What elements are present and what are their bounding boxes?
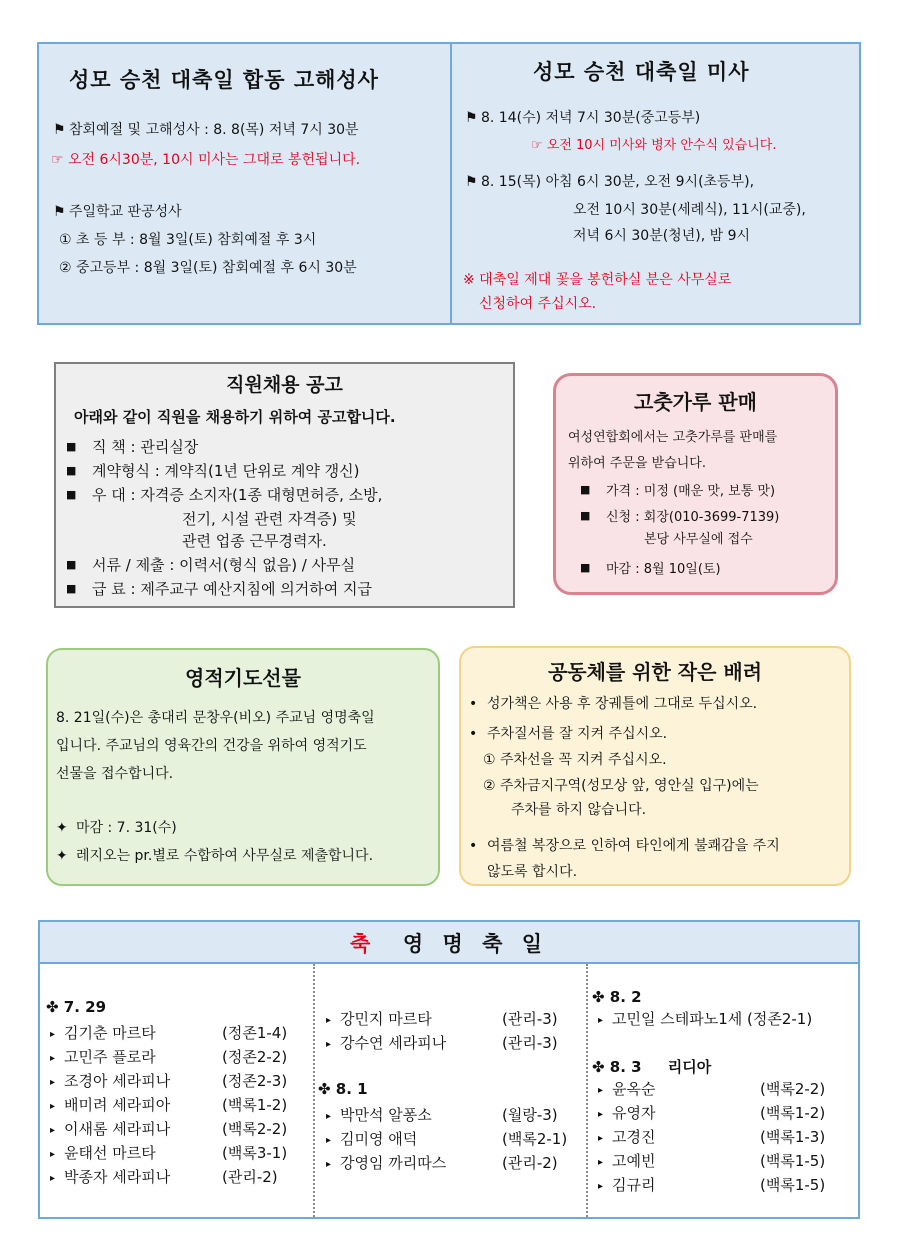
flag-icon: ⚑ — [53, 122, 66, 138]
bullet-icon: ▸ — [598, 1181, 604, 1192]
person-group: (백록1-2) — [760, 1104, 826, 1122]
person-name: 조경아 세라피나 — [64, 1072, 171, 1090]
bullet-icon: ▸ — [598, 1085, 604, 1096]
bullet-icon: ▸ — [326, 1111, 332, 1122]
person-name: 김규리 — [612, 1176, 656, 1194]
prayer-text-2: 입니다. 주교님의 영육간의 건강을 위하여 영적기도 — [56, 738, 367, 754]
prayer-deadline: ✦ 마감 : 7. 31(수) — [56, 820, 177, 836]
bullet-icon: ▸ — [598, 1157, 604, 1168]
community-care-box — [459, 646, 851, 886]
feast-list-item — [326, 1008, 558, 1032]
mass-line-7: 신청하여 주십시오. — [479, 296, 597, 312]
prayer-text-1: 8. 21일(수)은 총대리 문창우(비오) 주교님 영명축일 — [56, 710, 375, 726]
feast-notice-box — [37, 42, 861, 325]
prayer-title: 영적기도선물 — [185, 666, 301, 690]
person-group: (백록2-2) — [222, 1120, 288, 1138]
flag-icon: ⚑ — [53, 204, 66, 220]
person-group: (관리-3) — [502, 1034, 558, 1052]
pepper-deadline: ■ 마감 : 8월 10일(토) — [580, 561, 721, 577]
person-group: (백록1-3) — [760, 1128, 826, 1146]
person-name: 윤태선 마르타 — [64, 1144, 156, 1162]
recruit-item: ■ 직 책 : 관리실장 — [66, 438, 199, 456]
care-line-5: 주차를 하지 않습니다. — [511, 802, 647, 818]
person-name: 고경진 — [612, 1128, 656, 1146]
confession-line-1: ⚑ 참회예절 및 고해성사 : 8. 8(목) 저녁 7시 30분 — [53, 122, 359, 138]
person-group: (관리-3) — [502, 1010, 558, 1028]
person-name: 강민지 마르타 — [340, 1010, 432, 1028]
feast-days-box — [38, 920, 860, 1219]
person-group: (정존1-4) — [222, 1024, 288, 1042]
feast-list-item — [50, 1142, 288, 1166]
feast-list-item — [598, 1102, 826, 1126]
bullet-icon: ▸ — [598, 1015, 604, 1026]
person-name: 김미영 애덕 — [340, 1130, 418, 1148]
feast-list-item — [598, 1150, 826, 1174]
recruit-title: 직원채용 공고 — [226, 374, 343, 396]
care-line-3: ① 주차선을 꼭 지켜 주십시오. — [483, 752, 667, 768]
recruit-item: ■ 서류 / 제출 : 이력서(형식 없음) / 사무실 — [66, 556, 356, 574]
recruit-intro: 아래와 같이 직원을 채용하기 위하여 공고합니다. — [74, 408, 396, 426]
recruit-item-cont: 전기, 시설 관련 자격증) 및 — [182, 510, 357, 528]
bullet-icon: ▸ — [50, 1173, 56, 1184]
pepper-intro-2: 위하여 주문을 받습니다. — [568, 456, 706, 471]
bullet-icon: ▸ — [598, 1133, 604, 1144]
person-group: (정존2-3) — [222, 1072, 288, 1090]
person-group: (백록1-5) — [760, 1152, 826, 1170]
date-heading: ✤ 8. 1 — [318, 1080, 368, 1098]
feast-list-item — [598, 1174, 826, 1198]
confession-line-4: ① 초 등 부 : 8월 3일(토) 참회예절 후 3시 — [59, 232, 317, 248]
feast-days-header — [40, 922, 858, 964]
care-line-7: 않도록 합시다. — [487, 864, 578, 880]
feast-list-item — [326, 1128, 568, 1152]
person-group: (백록2-1) — [502, 1130, 568, 1148]
confession-title: 성모 승천 대축일 합동 고해성사 — [69, 68, 379, 92]
column-divider — [450, 44, 452, 323]
star-icon: ✦ — [56, 820, 68, 836]
bullet-icon: ▸ — [326, 1159, 332, 1170]
person-group: (백록2-2) — [760, 1080, 826, 1098]
mass-line-6: ※ 대축일 제대 꽃을 봉헌하실 분은 사무실로 — [463, 272, 732, 288]
feast-list-item — [50, 1166, 278, 1190]
person-name: 이새롬 세라피나 — [64, 1120, 171, 1138]
bullet-icon: ▸ — [326, 1039, 332, 1050]
person-name: 강영임 까리따스 — [340, 1154, 447, 1172]
feast-list-item — [50, 1022, 288, 1046]
person-group: (관리-2) — [222, 1168, 278, 1186]
recruit-box — [54, 362, 515, 608]
feast-list-item — [326, 1104, 558, 1128]
date-heading: ✤ 8. 3 리디아 — [592, 1058, 712, 1076]
flag-icon: ⚑ — [465, 110, 478, 126]
person-group: (백록1-5) — [760, 1176, 826, 1194]
feast-list-item — [50, 1070, 288, 1094]
care-line-4: ② 주차금지구역(성모상 앞, 영안실 입구)에는 — [483, 778, 759, 794]
feast-days-title: 축 영 명 축 일 — [350, 932, 548, 956]
recruit-item: ■ 계약형식 : 계약직(1년 단위로 계약 갱신) — [66, 462, 360, 480]
person-group: (백록3-1) — [222, 1144, 288, 1162]
person-name: 유영자 — [612, 1104, 656, 1122]
person-name: 강수연 세라피나 — [340, 1034, 447, 1052]
care-line-6: • 여름철 복장으로 인하여 타인에게 불쾌감을 주지 — [469, 838, 780, 854]
feast-list-item — [598, 1078, 826, 1102]
mass-line-1: ⚑ 8. 14(수) 저녁 7시 30분(중고등부) — [465, 110, 701, 126]
bullet-icon: ▸ — [50, 1077, 56, 1088]
confession-line-3: ⚑ 주일학교 판공성사 — [53, 204, 182, 220]
bullet-icon: ▸ — [598, 1109, 604, 1120]
mass-line-3: ⚑ 8. 15(목) 아침 6시 30분, 오전 9시(초등부), — [465, 174, 755, 190]
date-heading: ✤ 8. 2 — [592, 988, 642, 1006]
date-heading: ✤ 7. 29 — [46, 998, 107, 1016]
mass-line-4: 오전 10시 30분(세례식), 11시(교중), — [573, 202, 806, 218]
person-name: 윤옥순 — [612, 1080, 656, 1098]
person-name: 고예빈 — [612, 1152, 656, 1170]
mass-line-5: 저녁 6시 30분(청년), 밤 9시 — [573, 228, 750, 244]
bullet-icon: ▸ — [50, 1029, 56, 1040]
care-line-2: • 주차질서를 잘 지켜 주십시오. — [469, 726, 668, 742]
prayer-text-3: 선물을 접수합니다. — [56, 766, 174, 782]
star-icon: ✦ — [56, 848, 68, 864]
care-line-1: • 성가책은 사용 후 장궤틀에 그대로 두십시오. — [469, 696, 758, 712]
pepper-price: ■ 가격 : 미정 (매운 맛, 보통 맛) — [580, 483, 776, 499]
bullet-icon: ▸ — [50, 1101, 56, 1112]
mass-title: 성모 승천 대축일 미사 — [533, 60, 750, 84]
person-name: 김기춘 마르타 — [64, 1024, 156, 1042]
column-divider — [313, 964, 315, 1217]
feast-list-item — [50, 1118, 288, 1142]
prayer-gift-box — [46, 648, 440, 886]
care-title: 공동체를 위한 작은 배려 — [547, 660, 763, 684]
bullet-icon: ▸ — [50, 1053, 56, 1064]
person-group: (관리-2) — [502, 1154, 558, 1172]
prayer-legio-note: ✦ 레지오는 pr.별로 수합하여 사무실로 제출합니다. — [56, 848, 374, 864]
bullet-icon: ▸ — [326, 1015, 332, 1026]
feast-list-item — [50, 1094, 288, 1118]
feast-list-item — [326, 1032, 558, 1056]
person-name: 배미려 세라피아 — [64, 1096, 171, 1114]
feast-list-item — [598, 1008, 812, 1032]
mass-line-2: ☞ 오전 10시 미사와 병자 안수식 있습니다. — [531, 138, 777, 153]
bullet-icon: ▸ — [50, 1149, 56, 1160]
bullet-icon: ▸ — [50, 1125, 56, 1136]
confession-line-2: ☞ 오전 6시30분, 10시 미사는 그대로 봉헌됩니다. — [51, 152, 361, 168]
recruit-item-cont: 관련 업종 근무경력자. — [182, 532, 327, 550]
feast-list-item — [598, 1126, 826, 1150]
bullet-icon: ▸ — [326, 1135, 332, 1146]
pepper-title: 고춧가루 판매 — [634, 390, 757, 414]
flag-icon: ⚑ — [465, 174, 478, 190]
column-divider — [586, 964, 588, 1217]
pepper-intro-1: 여성연합회에서는 고춧가루를 판매를 — [568, 430, 778, 445]
person-group: (월랑-3) — [502, 1106, 558, 1124]
feast-list-item — [326, 1152, 558, 1176]
feast-list-item — [50, 1046, 288, 1070]
recruit-item: ■ 급 료 : 제주교구 예산지침에 의거하여 지급 — [66, 580, 372, 598]
pepper-sale-box — [553, 373, 838, 595]
recruit-item: ■ 우 대 : 자격증 소지자(1종 대형면허증, 소방, — [66, 486, 383, 504]
person-name: 박종자 세라피나 — [64, 1168, 171, 1186]
pepper-apply-2: 본당 사무실에 접수 — [644, 532, 753, 547]
person-name: 박만석 알퐁소 — [340, 1106, 432, 1124]
pepper-apply: ■ 신청 : 회장(010-3699-7139) — [580, 509, 780, 525]
confession-line-5: ② 중고등부 : 8월 3일(토) 참회예절 후 6시 30분 — [59, 260, 357, 276]
person-group: (정존2-2) — [222, 1048, 288, 1066]
person-group: (백록1-2) — [222, 1096, 288, 1114]
person-name: 고민주 플로라 — [64, 1048, 156, 1066]
person-name: 고민일 스테파노1세 (정존2-1) — [612, 1010, 813, 1028]
